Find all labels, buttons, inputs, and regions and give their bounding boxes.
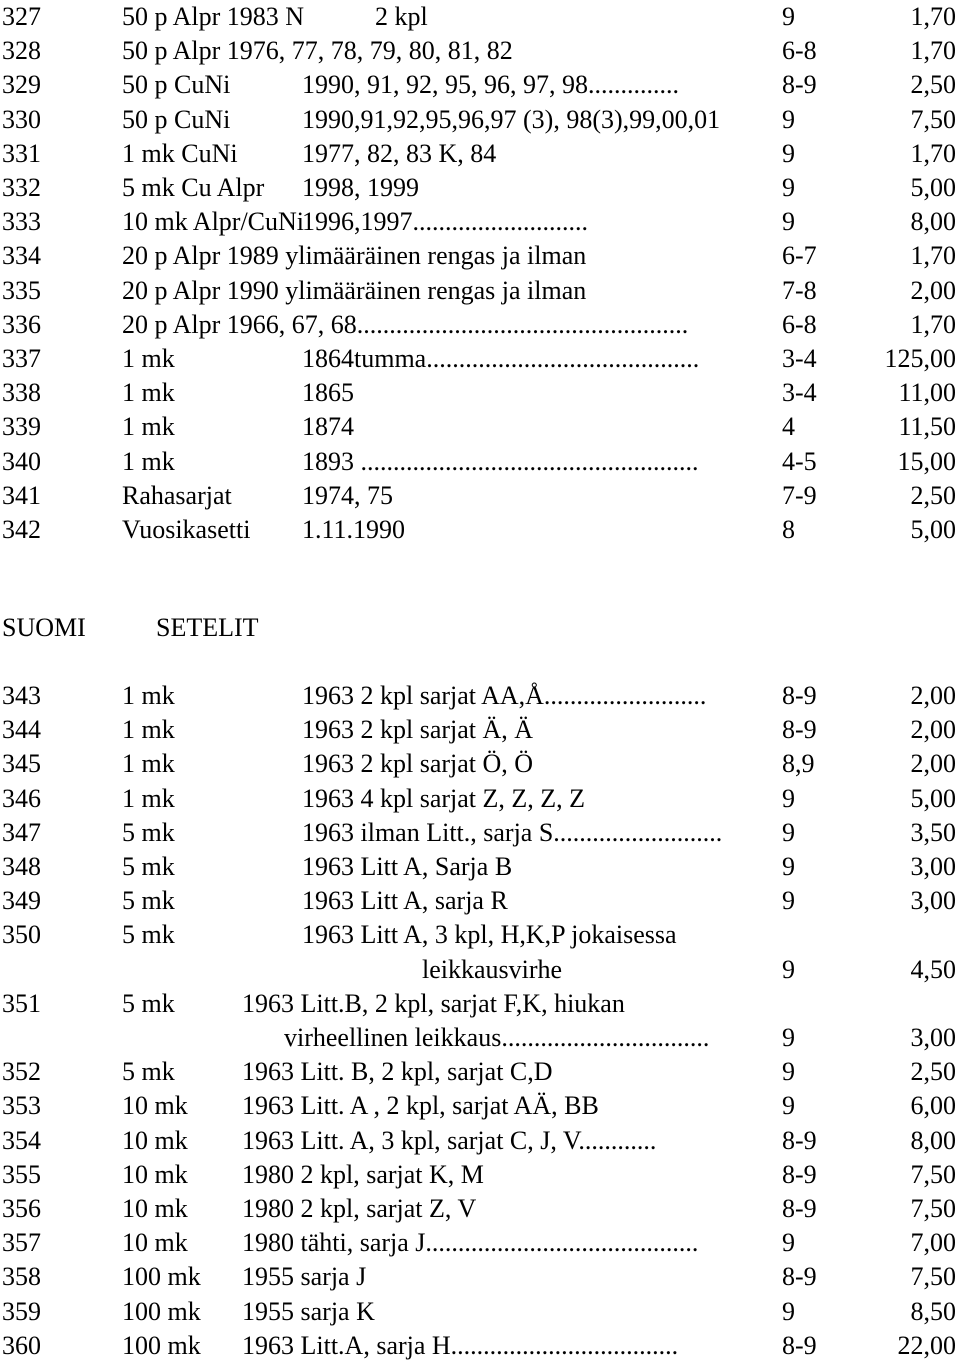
item-price: 7,00 xyxy=(910,1228,956,1258)
item-number: 335 xyxy=(2,275,41,305)
item-condition: 4 xyxy=(782,412,795,442)
item-denomination: 5 mk Cu Alpr xyxy=(122,173,265,202)
item-number: 357 xyxy=(2,1228,41,1258)
item-condition: 8-9 xyxy=(782,1330,817,1360)
list-item xyxy=(0,205,960,239)
item-number: 348 xyxy=(2,852,41,881)
item-denomination: 1 mk xyxy=(122,681,175,710)
item-description: virheellinen leikkaus................................ xyxy=(284,1023,710,1052)
item-condition: 9 xyxy=(782,954,795,984)
item-description: 1980 2 kpl, sarjat K, M xyxy=(242,1159,484,1189)
item-price: 1,70 xyxy=(910,36,956,66)
item-condition: 9 xyxy=(782,783,795,813)
item-description: 1963 Litt A, 3 kpl, H,K,P jokaisessa xyxy=(302,920,677,950)
item-denomination: 20 p Alpr 1966, 67, 68................................................... xyxy=(122,309,689,339)
item-description: 1963 2 kpl sarjat AA,Å......................... xyxy=(302,681,707,710)
item-price: 2,00 xyxy=(910,715,956,745)
list-item xyxy=(0,1055,960,1089)
list-item xyxy=(0,274,960,308)
section-heading xyxy=(0,611,960,645)
item-description: 1893 .................................................... xyxy=(302,446,699,476)
item-condition: 9 xyxy=(782,173,795,202)
item-price: 5,00 xyxy=(910,173,956,202)
item-denomination: 10 mk xyxy=(122,1091,188,1121)
item-description: 1963 Litt. A, 3 kpl, sarjat C, J, V............ xyxy=(242,1125,657,1155)
item-price: 1,70 xyxy=(910,309,956,339)
item-number: 341 xyxy=(2,480,41,510)
item-condition: 9 xyxy=(782,138,795,168)
item-condition: 8 xyxy=(782,515,795,544)
item-denomination: 5 mk xyxy=(122,886,175,916)
item-denomination: 20 p Alpr 1989 ylimääräinen rengas ja ilman xyxy=(122,241,587,271)
item-price: 5,00 xyxy=(910,515,956,544)
item-number: 342 xyxy=(2,515,41,544)
item-denomination: 5 mk xyxy=(122,1057,175,1087)
item-description: 1963 ilman Litt., sarja S.......................... xyxy=(302,817,723,847)
item-denomination: 5 mk xyxy=(122,817,175,847)
item-description: 1996,1997........................... xyxy=(302,207,588,237)
item-denomination: 50 p CuNi xyxy=(122,70,231,100)
item-price: 15,00 xyxy=(897,446,956,476)
item-price: 2,00 xyxy=(910,749,956,779)
item-price: 7,50 xyxy=(910,1194,956,1223)
item-description: leikkausvirhe xyxy=(422,954,563,984)
item-denomination: 10 mk Alpr/CuNi xyxy=(122,207,305,237)
item-price: 6,00 xyxy=(910,1091,956,1121)
item-description: 1980 tähti, sarja J.......................................... xyxy=(242,1228,699,1258)
list-item xyxy=(0,1226,960,1260)
item-number: 351 xyxy=(2,988,41,1018)
item-price: 2,00 xyxy=(910,681,956,710)
item-denomination: 50 p Alpr 1983 N xyxy=(122,2,304,31)
item-price: 5,00 xyxy=(910,783,956,813)
item-condition: 8-9 xyxy=(782,1262,817,1292)
item-condition: 8-9 xyxy=(782,1194,817,1223)
list-item xyxy=(0,1192,960,1226)
item-number: 355 xyxy=(2,1159,41,1189)
item-number: 344 xyxy=(2,715,41,745)
item-condition: 9 xyxy=(782,2,795,31)
list-item xyxy=(0,1021,960,1055)
list-item xyxy=(0,342,960,376)
item-condition: 9 xyxy=(782,1228,795,1258)
list-item xyxy=(0,103,960,137)
item-price: 2,50 xyxy=(910,70,956,100)
item-denomination: 5 mk xyxy=(122,988,175,1018)
item-condition: 6-7 xyxy=(782,241,817,271)
item-number: 354 xyxy=(2,1125,41,1155)
item-description: 1963 Litt. B, 2 kpl, sarjat C,D xyxy=(242,1057,553,1087)
item-price: 2,50 xyxy=(910,480,956,510)
item-price: 3,00 xyxy=(910,1023,956,1052)
item-condition: 3-4 xyxy=(782,378,817,408)
item-description: 1963 4 kpl sarjat Z, Z, Z, Z xyxy=(302,783,586,813)
item-denomination: 10 mk xyxy=(122,1159,188,1189)
item-denomination: 1 mk xyxy=(122,715,175,745)
item-description: 1974, 75 xyxy=(302,480,393,510)
list-item xyxy=(0,953,960,987)
item-number: 345 xyxy=(2,749,41,779)
item-condition: 8-9 xyxy=(782,715,817,745)
item-denomination: 10 mk xyxy=(122,1125,188,1155)
item-price: 4,50 xyxy=(910,954,956,984)
item-price: 2,50 xyxy=(910,1057,956,1087)
item-price: 22,00 xyxy=(897,1330,956,1360)
item-description: 1865 xyxy=(302,378,354,408)
item-number: 330 xyxy=(2,104,41,134)
item-number: 336 xyxy=(2,309,41,339)
list-item xyxy=(0,137,960,171)
list-item xyxy=(0,171,960,205)
item-price: 1,70 xyxy=(910,138,956,168)
item-description: 1864tumma.......................................... xyxy=(302,344,700,373)
item-denomination: 1 mk xyxy=(122,378,175,408)
item-denomination: 20 p Alpr 1990 ylimääräinen rengas ja ilman xyxy=(122,275,587,305)
item-denomination: Vuosikasetti xyxy=(122,515,251,544)
item-number: 346 xyxy=(2,783,41,813)
item-price: 3,00 xyxy=(910,886,956,916)
item-price: 125,00 xyxy=(884,344,956,373)
item-description: 1963 Litt. A , 2 kpl, sarjat AÄ, BB xyxy=(242,1091,599,1121)
item-denomination: 1 mk CuNi xyxy=(122,138,238,168)
list-item xyxy=(0,513,960,547)
list-item xyxy=(0,987,960,1021)
item-description: 1963 2 kpl sarjat Ä, Ä xyxy=(302,715,534,745)
item-condition: 8-9 xyxy=(782,1159,817,1189)
list-item xyxy=(0,1260,960,1294)
item-price: 8,00 xyxy=(910,1125,956,1155)
item-price: 3,00 xyxy=(910,852,956,881)
list-item xyxy=(0,1295,960,1329)
item-denomination: 50 p Alpr 1976, 77, 78, 79, 80, 81, 82 xyxy=(122,36,513,66)
item-condition: 9 xyxy=(782,207,795,237)
list-item xyxy=(0,747,960,781)
list-item xyxy=(0,1089,960,1123)
item-condition: 8-9 xyxy=(782,70,817,100)
item-number: 327 xyxy=(2,2,41,31)
item-condition: 6-8 xyxy=(782,309,817,339)
item-number: 350 xyxy=(2,920,41,950)
list-item xyxy=(0,68,960,102)
list-item xyxy=(0,1329,960,1363)
item-denomination: 5 mk xyxy=(122,852,175,881)
item-condition: 9 xyxy=(782,886,795,916)
item-number: 339 xyxy=(2,412,41,442)
item-number: 356 xyxy=(2,1194,41,1223)
item-price: 1,70 xyxy=(910,2,956,31)
item-condition: 9 xyxy=(782,817,795,847)
list-item xyxy=(0,713,960,747)
list-item xyxy=(0,884,960,918)
item-description: 1874 xyxy=(302,412,354,442)
item-description: 1990,91,92,95,96,97 (3), 98(3),99,00,01 xyxy=(302,104,721,134)
item-denomination: 100 mk xyxy=(122,1262,201,1292)
item-condition: 6-8 xyxy=(782,36,817,66)
item-denomination: 1 mk xyxy=(122,344,175,373)
item-condition: 8-9 xyxy=(782,1125,817,1155)
item-number: 347 xyxy=(2,817,41,847)
item-price: 1,70 xyxy=(910,241,956,271)
item-description: 1990, 91, 92, 95, 96, 97, 98.............. xyxy=(302,70,679,100)
item-description: 1998, 1999 xyxy=(302,173,419,202)
list-item xyxy=(0,850,960,884)
item-price: 7,50 xyxy=(910,1262,956,1292)
item-quantity: 2 kpl xyxy=(375,2,428,31)
item-condition: 9 xyxy=(782,104,795,134)
item-denomination: 50 p CuNi xyxy=(122,104,231,134)
list-item xyxy=(0,0,960,34)
item-number: 331 xyxy=(2,138,41,168)
item-description: 1963 Litt A, sarja R xyxy=(302,886,508,916)
item-number: 332 xyxy=(2,173,41,202)
item-number: 338 xyxy=(2,378,41,408)
item-denomination: 1 mk xyxy=(122,783,175,813)
list-item xyxy=(0,376,960,410)
list-item xyxy=(0,918,960,952)
item-number: 329 xyxy=(2,70,41,100)
item-number: 349 xyxy=(2,886,41,916)
item-number: 328 xyxy=(2,36,41,66)
item-price: 11,00 xyxy=(898,378,956,408)
item-condition: 9 xyxy=(782,1057,795,1087)
list-item xyxy=(0,816,960,850)
item-description: 1955 sarja K xyxy=(242,1296,375,1326)
item-description: 1963 Litt A, Sarja B xyxy=(302,852,513,881)
item-condition: 9 xyxy=(782,1091,795,1121)
item-description: 1980 2 kpl, sarjat Z, V xyxy=(242,1194,477,1223)
section-country: SUOMI xyxy=(2,613,86,642)
list-item xyxy=(0,239,960,273)
item-number: 359 xyxy=(2,1296,41,1326)
section-title: SETELIT xyxy=(156,613,259,642)
list-item xyxy=(0,34,960,68)
item-price: 3,50 xyxy=(910,817,956,847)
item-condition: 9 xyxy=(782,1296,795,1326)
item-denomination: 100 mk xyxy=(122,1296,201,1326)
item-number: 334 xyxy=(2,241,41,271)
item-condition: 7-9 xyxy=(782,480,817,510)
item-number: 337 xyxy=(2,344,41,373)
list-item xyxy=(0,410,960,444)
list-item xyxy=(0,479,960,513)
item-denomination: Rahasarjat xyxy=(122,480,232,510)
item-condition: 8-9 xyxy=(782,681,817,710)
item-condition: 3-4 xyxy=(782,344,817,373)
list-item xyxy=(0,679,960,713)
item-price: 7,50 xyxy=(910,1159,956,1189)
item-description: 1.11.1990 xyxy=(302,515,406,544)
item-denomination: 1 mk xyxy=(122,749,175,779)
item-price: 11,50 xyxy=(898,412,956,442)
item-condition: 7-8 xyxy=(782,275,817,305)
item-condition: 8,9 xyxy=(782,749,815,779)
item-price: 7,50 xyxy=(910,104,956,134)
item-number: 343 xyxy=(2,681,41,710)
list-item xyxy=(0,308,960,342)
item-price: 8,50 xyxy=(910,1296,956,1326)
item-number: 353 xyxy=(2,1091,41,1121)
item-description: 1963 Litt.B, 2 kpl, sarjat F,K, hiukan xyxy=(242,988,625,1018)
item-number: 358 xyxy=(2,1262,41,1292)
item-number: 352 xyxy=(2,1057,41,1087)
item-denomination: 10 mk xyxy=(122,1228,188,1258)
item-denomination: 10 mk xyxy=(122,1194,188,1223)
item-price: 8,00 xyxy=(910,207,956,237)
item-description: 1977, 82, 83 K, 84 xyxy=(302,138,497,168)
list-item xyxy=(0,782,960,816)
item-number: 340 xyxy=(2,446,41,476)
item-denomination: 1 mk xyxy=(122,412,175,442)
item-number: 333 xyxy=(2,207,41,237)
item-description: 1963 2 kpl sarjat Ö, Ö xyxy=(302,749,534,779)
item-condition: 9 xyxy=(782,852,795,881)
item-description: 1963 Litt.A, sarja H................................... xyxy=(242,1330,679,1360)
item-condition: 9 xyxy=(782,1023,795,1052)
item-condition: 4-5 xyxy=(782,446,817,476)
item-denomination: 100 mk xyxy=(122,1330,201,1360)
item-denomination: 1 mk xyxy=(122,446,175,476)
item-number: 360 xyxy=(2,1330,41,1360)
item-denomination: 5 mk xyxy=(122,920,175,950)
list-item xyxy=(0,1158,960,1192)
list-item xyxy=(0,445,960,479)
item-price: 2,00 xyxy=(910,275,956,305)
list-item xyxy=(0,1124,960,1158)
item-description: 1955 sarja J xyxy=(242,1262,367,1292)
